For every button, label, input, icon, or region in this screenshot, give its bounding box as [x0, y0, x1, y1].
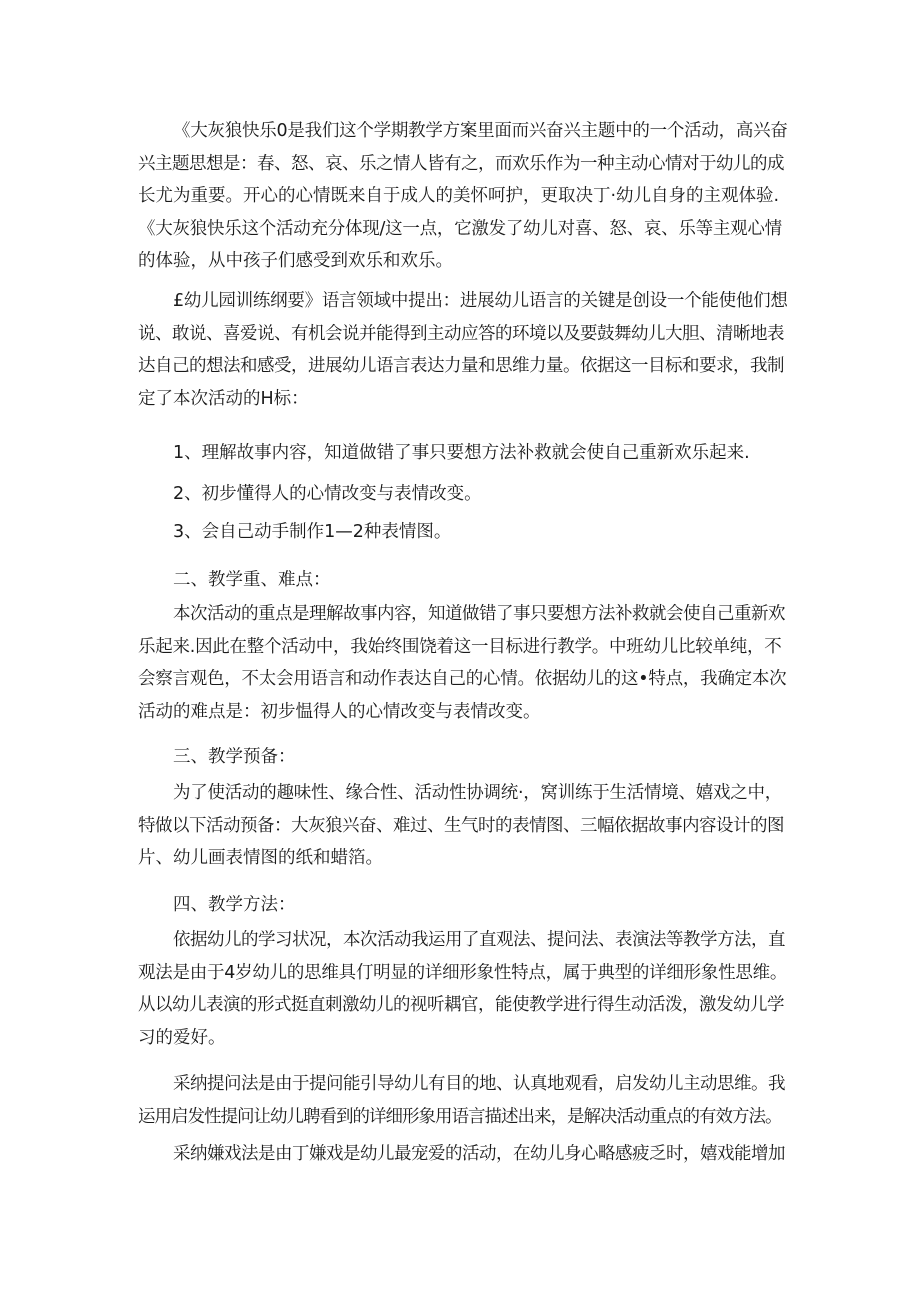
- text-line: 3、会自己动手制作1—2种表情图。: [173, 522, 452, 542]
- section-heading-3: [138, 741, 788, 774]
- text-line: 二、教学重、难点：: [173, 570, 331, 590]
- text-line: 定了本次活动的H标：: [138, 388, 309, 409]
- questioning-paragraph: [138, 1068, 788, 1133]
- goal-item-3: [138, 516, 788, 549]
- intro-paragraph: [138, 115, 788, 278]
- text-line: 兴主题思想是：春、怒、哀、乐之情人皆有之，而欢乐作为一种主动心情对于幼儿的成: [138, 153, 784, 174]
- text-line: 乐起来.因此在整个活动中，我始终围饶着这一目标进行教学。中班幼儿比较单纯，不: [138, 636, 782, 657]
- text-line: 的体验，从中孩子们感受到欢乐和欢乐。: [138, 251, 453, 271]
- text-line: 活动的难点是：初步愠得人的心情改变与表情改变。: [138, 701, 541, 722]
- text-line: 依据幼儿的学习状况，本次活动我运用了直观法、提问法、表演法等教学方法，直: [173, 930, 785, 950]
- text-line: 片、幼儿画表情图的纸和蜡箔。: [138, 848, 383, 868]
- text-line: 运用启发性提问让幼儿聘看到的详细形象用语言描述出来，是解决活动重点的有效方法。: [138, 1106, 782, 1127]
- preparation-paragraph: [138, 777, 788, 875]
- text-line: 《大灰狼快乐0是我们这个学期教学方案里面而兴奋兴主题中的一个活动，高兴奋: [173, 121, 788, 141]
- text-line: 采纳嫌戏法是由丁嫌戏是幼儿最宠爱的活动，在幼儿身心略感疲乏时，嬉戏能增加: [173, 1144, 785, 1164]
- goal-item-1: [138, 437, 788, 470]
- text-line: £幼儿园训练纲要》语言领域中提出：进展幼儿语言的关键是创设一个能使他们想: [173, 291, 788, 311]
- text-line: 1、理解故事内容，知道做错了事只要想方法补救就会使自己重新欢乐起来.: [173, 443, 750, 463]
- text-line: 2、初步懂得人的心情改变与表情改变。: [173, 484, 482, 504]
- text-line: 四、教学方法：: [173, 895, 296, 915]
- text-line: 观法是由于4岁幼儿的思维具仃明显的详细形象性特点，属于典型的详细形象性思维。: [138, 962, 788, 983]
- text-line: 从以幼儿表演的形式挺直刺激幼儿的视听耦官，能使教学进行得生动活泼，激发幼儿学: [138, 995, 784, 1015]
- guideline-paragraph: [138, 285, 788, 415]
- text-line: 说、敢说、喜爱说、有机会说并能得到主动应答的环境以及要鼓舞幼儿大胆、清晰地表: [138, 323, 784, 344]
- section-heading-2: [138, 564, 788, 597]
- text-line: 会察言观色，不太会用语言和动作表达自己的心情。依据幼儿的这•特点，我确定本次: [138, 669, 787, 689]
- text-line: 达自己的想法和感受，进展幼儿语言表达力量和思维力量。依据这一目标和要求，我制: [138, 356, 784, 376]
- text-line: 《大灰狼快乐这个活动充分体现/这一点，它激发了幼儿对喜、怒、哀、乐等主观心情: [138, 218, 782, 239]
- text-line: 三、教学预备：: [173, 747, 296, 767]
- text-line: 为了使活动的趣味性、缘合性、活动性协调统·，窝训练于生活情境、嬉戏之中，: [173, 783, 783, 803]
- section-heading-4: [138, 889, 788, 922]
- text-line: 特做以下活动预备：大灰狼兴奋、难过、生气时的表情图、三幅依据故事内容设计的图: [138, 815, 784, 836]
- goal-item-2: [138, 478, 788, 511]
- text-line: 采纳提问法是由于提问能引导幼儿有目的地、认真地观看，启发幼儿主动思维。我: [173, 1074, 785, 1094]
- text-line: 本次活动的重点是理解故事内容，知道做错了事只要想方法补救就会使自己重新欢: [173, 604, 785, 624]
- methods-paragraph: [138, 924, 788, 1054]
- text-line: 习的爱好。: [138, 1027, 226, 1048]
- game-method-paragraph: [138, 1138, 788, 1171]
- key-points-paragraph: [138, 598, 788, 728]
- text-line: 长尤为重要。开心的心情既来自于成人的美怀呵护，更取决丁·幼儿自身的主观体验.: [138, 186, 780, 206]
